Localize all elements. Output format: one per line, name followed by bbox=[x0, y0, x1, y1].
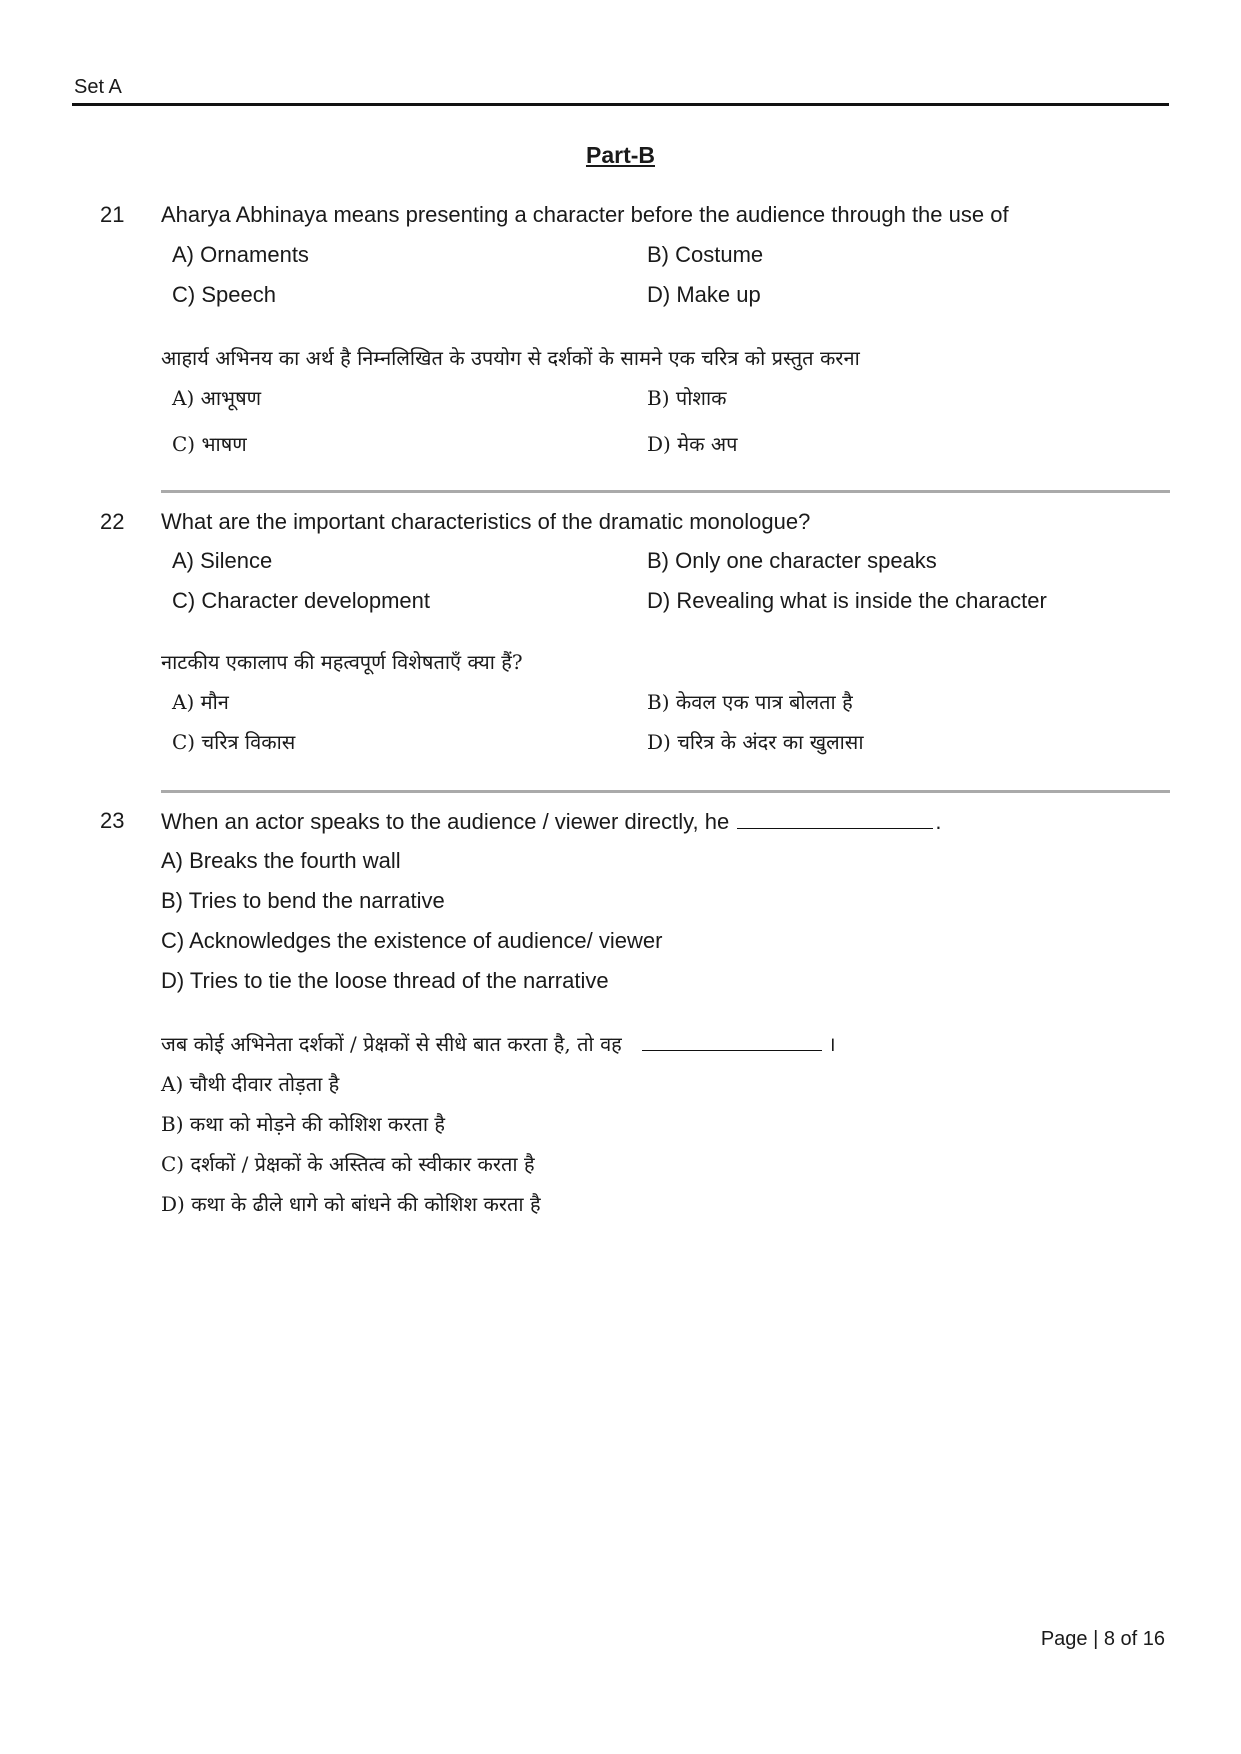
q23-option-a-en: A) Breaks the fourth wall bbox=[161, 848, 401, 873]
question-22-text-en: What are the important characteristics of the dramatic monologue? bbox=[161, 509, 811, 534]
q22-option-c-hi: C) चरित्र विकास bbox=[172, 730, 296, 754]
q21-option-b-hi: B) पोशाक bbox=[647, 386, 727, 410]
q21-option-d-en: D) Make up bbox=[647, 282, 761, 307]
question-22-number: 22 bbox=[100, 509, 125, 534]
question-23-stem-en: When an actor speaks to the audience / viewer directly, he bbox=[161, 809, 730, 834]
q23-option-d-en: D) Tries to tie the loose thread of the narrative bbox=[161, 968, 609, 993]
q22-option-c-en: C) Character development bbox=[172, 588, 431, 613]
answer-blank bbox=[737, 808, 933, 829]
question-21-number: 21 bbox=[100, 202, 125, 227]
question-21-text-en: Aharya Abhinaya means presenting a character before the audience through the use of bbox=[161, 202, 1009, 227]
question-23-stem-end-hi: । bbox=[828, 1032, 836, 1056]
question-21-text-hi: आहार्य अभिनय का अर्थ है निम्नलिखित के उपयोग से दर्शकों के सामने एक चरित्र को प्रस्तुत करना bbox=[161, 346, 860, 370]
q22-option-b-hi: B) केवल एक पात्र बोलता है bbox=[647, 690, 853, 714]
part-title: Part-B bbox=[585, 142, 655, 168]
q22-option-b-en: B) Only one character speaks bbox=[647, 548, 937, 573]
separator-22-23 bbox=[161, 790, 1170, 793]
separator-21-22 bbox=[161, 490, 1170, 493]
question-23-number: 23 bbox=[100, 808, 125, 833]
question-23-text-hi bbox=[161, 1030, 836, 1057]
q23-option-b-hi: B) कथा को मोड़ने की कोशिश करता है bbox=[161, 1112, 446, 1136]
q21-option-a-hi: A) आभूषण bbox=[172, 386, 262, 410]
question-23-stem-end-en: . bbox=[935, 809, 942, 834]
header-rule bbox=[72, 103, 1169, 106]
question-23-text-en bbox=[161, 808, 941, 835]
question-23-stem-hi: जब कोई अभिनेता दर्शकों / प्रेक्षकों से सीधे बात करता है, तो वह bbox=[161, 1032, 622, 1056]
q21-option-b-en: B) Costume bbox=[647, 242, 764, 267]
q23-option-c-hi: C) दर्शकों / प्रेक्षकों के अस्तित्व को स्वीकार करता है bbox=[161, 1152, 535, 1176]
q21-option-c-en: C) Speech bbox=[172, 282, 276, 307]
q23-option-d-hi: D) कथा के ढीले धागे को बांधने की कोशिश करता है bbox=[161, 1192, 541, 1216]
q23-option-a-hi: A) चौथी दीवार तोड़ता है bbox=[161, 1072, 340, 1096]
q22-option-a-en: A) Silence bbox=[172, 548, 273, 573]
page-number: Page | 8 of 16 bbox=[1040, 1628, 1165, 1650]
q22-option-a-hi: A) मौन bbox=[172, 690, 229, 714]
q22-option-d-hi: D) चरित्र के अंदर का खुलासा bbox=[647, 730, 864, 754]
q22-option-d-en: D) Revealing what is inside the character bbox=[647, 588, 1047, 613]
q21-option-c-hi: C) भाषण bbox=[172, 432, 247, 456]
q23-option-b-en: B) Tries to bend the narrative bbox=[161, 888, 445, 913]
q23-option-c-en: C) Acknowledges the existence of audience/ viewer bbox=[161, 928, 663, 953]
q21-option-a-en: A) Ornaments bbox=[172, 242, 309, 267]
answer-blank-hi bbox=[642, 1032, 822, 1051]
set-label: Set A bbox=[74, 76, 122, 98]
question-22-text-hi: नाटकीय एकालाप की महत्वपूर्ण विशेषताएँ क्या हैं? bbox=[161, 650, 523, 674]
q21-option-d-hi: D) मेक अप bbox=[647, 432, 738, 456]
